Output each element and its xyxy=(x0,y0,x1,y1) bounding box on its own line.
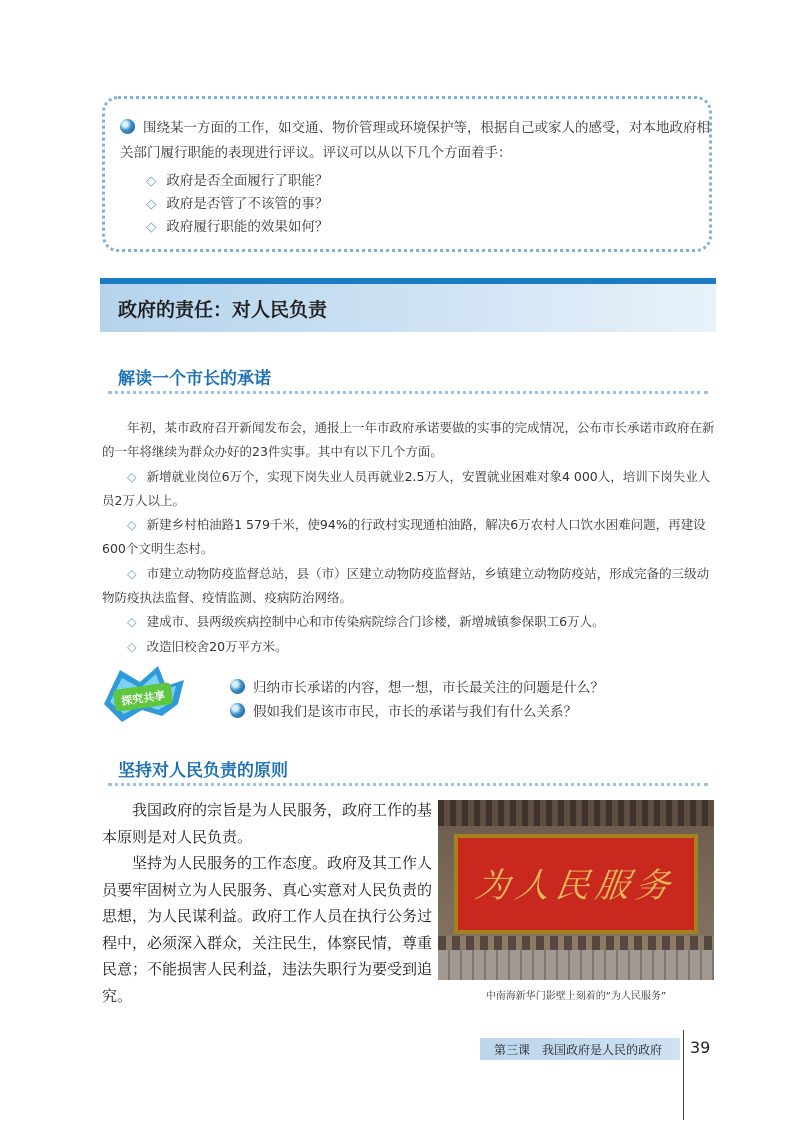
principle-paragraph: 我国政府的宗旨是为人民服务，政府工作的基本原则是对人民负责。 xyxy=(102,801,433,846)
case-item: ◇ 新建乡村柏油路1 579千米，使94%的行政村实现通柏油路，解决6万农村人口饮水困难问题，再建设600个文明生态村。 xyxy=(102,517,706,557)
section-title: 政府的责任：对人民负责 xyxy=(118,299,328,321)
photo-roof xyxy=(438,800,714,826)
photo-frieze xyxy=(438,936,714,950)
activity-list xyxy=(146,170,328,239)
diamond-bullet-icon: ◇ xyxy=(146,196,157,212)
diamond-bullet-icon: ◇ xyxy=(146,173,157,189)
activity-item: ◇ 政府履行职能的效果如何？ xyxy=(146,219,329,235)
photo-wall xyxy=(438,950,714,980)
activity-intro-text: 围绕某一方面的工作，如交通、物价管理或环境保护等，根据自己或家人的感受，对本地政府相关部门履行职能的表现进行评议。评议可以从以下几个方面着手： xyxy=(120,120,710,161)
principle-paragraph: 坚持为人民服务的工作态度。政府及其工作人员要牢固树立为人民服务、真心实意对人民负责的思想，为人民谋利益。政府工作人员在执行公务过程中，必须深入群众，关注民生，体察民情，尊重民意；不能损害人民利益，违法失职行为要受到追究。 xyxy=(102,854,433,1005)
footer-lesson: 第三课 我国政府是人民的政府 xyxy=(494,1043,663,1057)
case-item: ◇ 新增就业岗位6万个，实现下岗失业人员再就业2.5万人，安置就业困难对象4 000人，培训下岗失业人员2万人以上。 xyxy=(102,468,711,508)
footer-divider xyxy=(683,1030,684,1120)
explore-icon-label: 探究共享 xyxy=(120,688,166,708)
question-bullet-icon xyxy=(230,703,245,718)
activity-item: ◇ 政府是否管了不该管的事？ xyxy=(146,196,329,212)
photo-caption: 中南海新华门影壁上刻着的“为人民服务” xyxy=(485,991,667,1002)
explore-question: 归纳市长承诺的内容，想一想，市长最关注的问题是什么？ xyxy=(230,676,604,696)
explore-share-icon xyxy=(100,664,186,724)
principle-heading: 坚持对人民负责的原则 xyxy=(118,761,288,781)
activity-intro xyxy=(120,116,710,166)
explore-question: 假如我们是该市市民，市长的承诺与我们有什么关系？ xyxy=(230,700,577,720)
case-heading-rule xyxy=(108,391,708,394)
case-item: ◇ 改造旧校舍20万平方米。 xyxy=(127,638,288,654)
diamond-bullet-icon: ◇ xyxy=(127,565,137,581)
case-intro: 年初，某市政府召开新闻发布会，通报上一年市政府承诺要做的实事的完成情况，公布市长承诺市政府在新的一年将继续为群众办好的23件实事。其中有以下几个方面。 xyxy=(102,420,715,460)
case-heading: 解读一个市长的承诺 xyxy=(118,369,271,389)
plaque-photo xyxy=(438,800,714,980)
diamond-bullet-icon: ◇ xyxy=(127,468,137,484)
diamond-bullet-icon: ◇ xyxy=(146,219,157,235)
photo-plaque xyxy=(454,834,698,934)
question-bullet-icon xyxy=(230,679,245,694)
case-item: ◇ 建成市、县两级疾病控制中心和市传染病院综合门诊楼，新增城镇参保职工6万人。 xyxy=(127,614,605,630)
case-text xyxy=(102,416,716,659)
case-item: ◇ 市建立动物防疫监督总站，县（市）区建立动物防疫监督站，乡镇建立动物防疫站，形成完备的三级动物防疫执法监督、疫情监测、疫病防治网络。 xyxy=(102,565,710,606)
activity-item: ◇ 政府是否全面履行了职能？ xyxy=(146,173,329,189)
diamond-bullet-icon: ◇ xyxy=(127,517,137,533)
activity-bullet-icon xyxy=(120,119,135,134)
page-number: 39 xyxy=(690,1038,711,1057)
principle-heading-rule xyxy=(108,783,708,786)
diamond-bullet-icon: ◇ xyxy=(127,638,137,654)
diamond-bullet-icon: ◇ xyxy=(127,614,137,630)
principle-body xyxy=(102,797,432,1009)
plaque-calligraphy: 为人民服务 xyxy=(472,866,679,906)
